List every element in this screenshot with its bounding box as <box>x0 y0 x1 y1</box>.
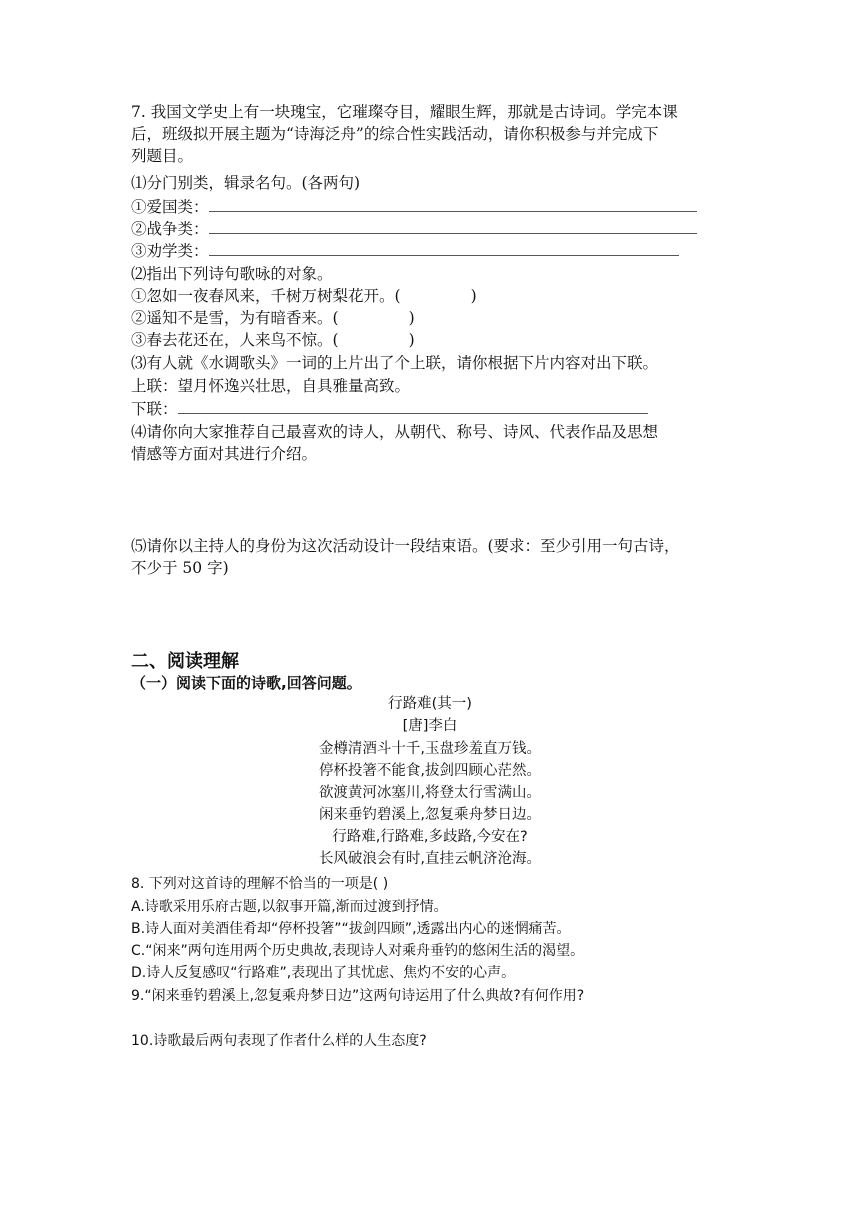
answer-blank[interactable] <box>209 219 697 234</box>
q7-part3-lower-couplet <box>131 398 648 420</box>
q7-part3-upper-couplet: 上联：望月怀逸兴壮思，自具雅量高致。 <box>131 377 411 395</box>
section-heading: 二、阅读理解 <box>131 651 239 672</box>
q7-part2-title: ⑵指出下列诗句歌咏的对象。 <box>131 265 333 283</box>
q8-option-a[interactable]: A.诗歌采用乐府古题,以叙事开篇,渐而过渡到抒情。 <box>131 899 448 915</box>
q8-option-c[interactable]: C.“闲来”两句连用两个历史典故,表现诗人对乘舟垂钓的悠闲生活的渴望。 <box>131 943 585 959</box>
q7-intro-line-2: 后，班级拟开展主题为“诗海泛舟”的综合性实践活动，请你积极参与并完成下 <box>131 125 659 143</box>
poem-line-2: 停杯投箸不能食,拔剑四顾心茫然。 <box>318 763 542 779</box>
item-text: ②遥知不是雪，为有暗香来。( <box>131 309 339 327</box>
poem-author: [唐]李白 <box>402 718 458 734</box>
poem-line-1: 金樽清酒斗十千,玉盘珍羞直万钱。 <box>318 741 542 757</box>
q8-stem: 8. 下列对这首诗的理解不恰当的一项是( ) <box>131 876 389 892</box>
poem-line-6: 长风破浪会有时,直挂云帆济沧海。 <box>318 851 542 867</box>
section-subheading: （一）阅读下面的诗歌,回答问题。 <box>131 674 362 692</box>
q7-intro-line-3: 列题目。 <box>131 147 194 165</box>
item-close: ) <box>408 309 415 327</box>
poem-line-4: 闲来垂钓碧溪上,忽复乘舟梦日边。 <box>318 807 542 823</box>
item-close: ) <box>408 331 415 349</box>
q8-option-b[interactable]: B.诗人面对美酒佳肴却“停杯投箸”“拔剑四顾”,透露出内心的迷惘痛苦。 <box>131 921 571 937</box>
item-label: 下联： <box>131 400 178 418</box>
q7-part4-line-1: ⑷请你向大家推荐自己最喜欢的诗人，从朝代、称号、诗风、代表作品及思想 <box>131 423 659 441</box>
q8-option-d[interactable]: D.诗人反复感叹“行路难”,表现出了其忧虑、焦灼不安的心声。 <box>131 965 516 981</box>
q7-part5-line-1: ⑸请你以主持人的身份为这次活动设计一段结束语。(要求：至少引用一句古诗， <box>131 537 680 555</box>
q7-part1-item-study <box>131 240 679 262</box>
answer-blank[interactable] <box>178 399 648 414</box>
item-label: ①爱国类： <box>131 198 209 216</box>
q7-part1-item-patriotic <box>131 196 697 218</box>
q7-intro-line-1: 7. 我国文学史上有一块瑰宝，它璀璨夺目，耀眼生辉，那就是古诗词。学完本课 <box>131 103 678 121</box>
answer-blank[interactable] <box>209 197 697 212</box>
q7-part5-line-2: 不少于 50 字) <box>131 559 229 577</box>
q7-part2-item-3 <box>131 329 415 351</box>
q10-question: 10.诗歌最后两句表现了作者什么样的人生态度? <box>131 1033 427 1049</box>
q7-part2-item-1 <box>131 285 477 307</box>
q7-part1-title: ⑴分门别类，辑录名句。(各两句) <box>131 174 361 192</box>
poem-line-3: 欲渡黄河冰塞川,将登太行雪满山。 <box>318 785 542 801</box>
item-label: ②战争类： <box>131 220 209 238</box>
item-close: ) <box>470 287 477 305</box>
q7-part1-item-war <box>131 218 697 240</box>
q7-part4-line-2: 情感等方面对其进行介绍。 <box>131 445 318 463</box>
poem-line-5: 行路难,行路难,多歧路,今安在? <box>332 829 528 845</box>
q7-part2-item-2 <box>131 307 415 329</box>
item-text: ①忽如一夜春风来，千树万树梨花开。( <box>131 287 401 305</box>
item-label: ③劝学类： <box>131 242 209 260</box>
q9-question: 9.“闲来垂钓碧溪上,忽复乘舟梦日边”这两句诗运用了什么典故?有何作用? <box>131 988 585 1004</box>
item-text: ③春去花还在，人来鸟不惊。( <box>131 331 339 349</box>
answer-blank[interactable] <box>209 241 679 256</box>
poem-title: 行路难(其一) <box>388 696 472 712</box>
q7-part3-title: ⑶有人就《水调歌头》一词的上片出了个上联，请你根据下片内容对出下联。 <box>131 354 659 372</box>
